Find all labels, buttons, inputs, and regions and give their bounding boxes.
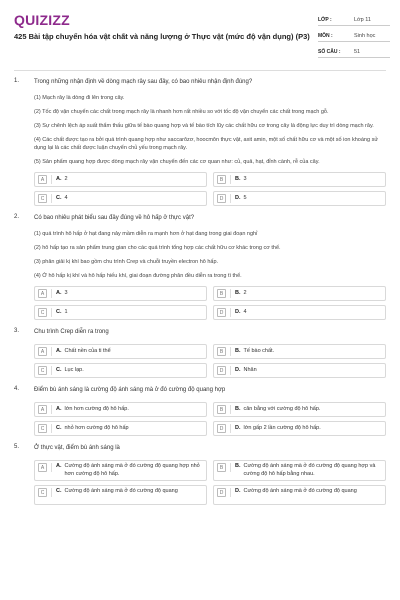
- option-letter-box: D: [217, 366, 226, 375]
- option-content: [235, 348, 274, 356]
- answer-options: [34, 460, 386, 505]
- option-content: [56, 406, 129, 414]
- option-text: Nhân: [243, 366, 257, 373]
- option-letter-box: A: [38, 347, 47, 356]
- option-letter: C.: [56, 488, 62, 494]
- question-statement: (3) phân giải kị khí bao gồm chu trình Crep và chuỗi truyền electron hô hấp.: [34, 259, 219, 265]
- option-letter-box: A: [38, 405, 47, 414]
- option-text: Lục lạp.: [64, 366, 84, 373]
- question-text: Trong những nhận định về dòng mạch rây sau đây, có bao nhiêu nhận định đúng?: [34, 79, 253, 85]
- answer-option-d[interactable]: [213, 305, 386, 320]
- option-letter: B.: [235, 347, 241, 354]
- option-separator: [51, 405, 52, 414]
- worksheet-header: [0, 0, 400, 66]
- option-text: lớn hơn cường độ hô hấp.: [64, 405, 129, 412]
- answer-option-a[interactable]: [34, 344, 207, 359]
- question-number: 4.: [14, 386, 20, 392]
- option-letter: B.: [235, 463, 241, 469]
- option-text: 4: [243, 308, 247, 315]
- option-separator: [230, 405, 231, 414]
- option-letter: D.: [235, 366, 241, 373]
- answer-option-a[interactable]: [34, 172, 207, 187]
- question-statement: (4) Ở hô hấp kị khí và hô hấp hiếu khí, giai đoạn đường phân đều diễn ra trong tì thể.: [34, 273, 242, 279]
- option-letter: C.: [56, 308, 62, 315]
- option-separator: [51, 488, 52, 497]
- option-letter-box: A: [38, 289, 47, 298]
- question-list: [0, 78, 400, 513]
- answer-option-b[interactable]: [213, 286, 386, 301]
- option-separator: [230, 424, 231, 433]
- question-text: Có bao nhiêu phát biểu sau đây đúng về hô hấp ở thực vật?: [34, 215, 195, 221]
- option-letter-box: D: [217, 194, 226, 203]
- option-letter: A.: [56, 289, 62, 296]
- option-text: 1: [64, 308, 68, 315]
- question-number: 3.: [14, 328, 20, 334]
- option-content: [56, 309, 68, 317]
- question-4: [14, 386, 386, 436]
- option-letter: A.: [56, 347, 62, 354]
- answer-option-a[interactable]: [34, 460, 207, 481]
- option-letter: C.: [56, 366, 62, 373]
- option-content: [56, 348, 111, 356]
- option-letter-box: A: [38, 463, 47, 472]
- answer-option-b[interactable]: [213, 402, 386, 417]
- question-text: Điểm bù ánh sáng là cường độ ánh sáng mà ở đó cường độ quang hợp: [34, 387, 226, 393]
- option-text: Cường độ ánh sáng mà ở đó cường độ quang hợp và cường độ hô hấp bằng nhau.: [243, 463, 376, 477]
- option-letter-box: D: [217, 308, 226, 317]
- option-letter: C.: [56, 424, 62, 431]
- option-content: [56, 176, 68, 184]
- option-content: [56, 367, 84, 375]
- option-content: [235, 406, 320, 414]
- option-separator: [51, 424, 52, 433]
- info-row-class: [318, 10, 390, 26]
- option-letter: D.: [235, 194, 241, 201]
- worksheet-info: [318, 10, 390, 58]
- option-letter-box: C: [38, 194, 47, 203]
- answer-option-c[interactable]: [34, 305, 207, 320]
- question-1: [14, 78, 386, 206]
- question-number: 2.: [14, 214, 20, 220]
- answer-options: [34, 344, 386, 378]
- question-statement: (4) Các chất được tạo ra bởi quá trình quang hợp như saccarôzơ, hoocmôn thực vật, axit amin, một số chất hữu cơ và một số ion khoáng sử dụng lại là các chất được luận chuyển chủ yếu trong mạch rây.: [34, 137, 378, 151]
- option-content: [235, 309, 247, 317]
- answer-options: [34, 172, 386, 206]
- info-row-count: [318, 42, 390, 58]
- option-separator: [230, 289, 231, 298]
- option-letter-box: B: [217, 347, 226, 356]
- option-text: cân bằng với cường độ hô hấp.: [243, 405, 321, 412]
- option-letter: A.: [56, 405, 62, 412]
- answer-options: [34, 286, 386, 320]
- answer-option-c[interactable]: [34, 421, 207, 436]
- option-text: Cường độ ánh sáng mà ở đó cường độ quang: [243, 488, 357, 494]
- option-separator: [230, 308, 231, 317]
- answer-option-c[interactable]: [34, 191, 207, 206]
- option-text: 3: [243, 175, 247, 182]
- page-title: 425 Bài tập chuyển hóa vật chất và năng lượng ở Thực vật (mức độ vận dụng) (P3): [14, 32, 310, 41]
- option-letter-box: D: [217, 424, 226, 433]
- option-letter-box: C: [38, 488, 47, 497]
- option-content: [56, 425, 129, 433]
- option-content: [235, 463, 382, 478]
- answer-option-c[interactable]: [34, 485, 207, 505]
- option-separator: [51, 366, 52, 375]
- option-letter-box: B: [217, 289, 226, 298]
- answer-options: [34, 402, 386, 436]
- option-text: 2: [243, 289, 247, 296]
- option-separator: [230, 194, 231, 203]
- option-text: Cường độ ánh sáng mà ở đó cường độ quang hợp nhỏ hơn cường độ hô hấp.: [64, 463, 200, 477]
- option-separator: [51, 308, 52, 317]
- option-separator: [51, 289, 52, 298]
- info-value: Lớp 11: [354, 17, 371, 23]
- info-label: LỚP :: [318, 17, 332, 23]
- option-content: [56, 290, 68, 298]
- question-statement: (1) quá trình hô hấp ở hạt đang nảy mầm diễn ra mạnh hơn ở hạt đang trong giai đoạn nghỉ: [34, 231, 258, 237]
- answer-option-d[interactable]: [213, 363, 386, 378]
- option-letter-box: B: [217, 405, 226, 414]
- option-letter-box: B: [217, 175, 226, 184]
- answer-option-d[interactable]: [213, 421, 386, 436]
- option-text: 4: [64, 194, 68, 201]
- option-text: 5: [243, 194, 247, 201]
- option-letter-box: B: [217, 463, 226, 472]
- option-content: [56, 488, 178, 496]
- option-letter: A.: [56, 175, 62, 182]
- option-separator: [230, 488, 231, 497]
- info-value: Sinh học: [354, 33, 376, 39]
- question-3: [14, 328, 386, 378]
- answer-option-d[interactable]: [213, 191, 386, 206]
- question-statement: (1) Mạch rây là dòng đi lên trong cây.: [34, 95, 125, 101]
- question-statement: (2) hô hấp tạo ra sản phẩm trung gian cho các quá trình tổng hợp các chất hữu cơ khác trong cơ thể.: [34, 245, 281, 251]
- answer-option-b[interactable]: [213, 172, 386, 187]
- option-text: Cường độ ánh sáng mà ở đó cường độ quang: [64, 488, 178, 494]
- option-separator: [230, 463, 231, 472]
- option-letter-box: A: [38, 175, 47, 184]
- option-separator: [51, 463, 52, 472]
- option-text: Tế bào chất.: [243, 347, 275, 354]
- question-statement: (3) Sự chênh lệch áp suất thẩm thấu giữa tế bào quang hợp và tế bào tích lũy các chất hữu cơ trong cây là động lực duy trì dòng mạch rây.: [34, 123, 374, 129]
- question-statement: (2) Tốc độ vận chuyển các chất trong mạch rây là nhanh hơn rất nhiều so với tốc độ vận chuyển các chất trong mạch gỗ.: [34, 109, 329, 115]
- info-label: MÔN :: [318, 33, 333, 39]
- option-text: 3: [64, 289, 68, 296]
- option-content: [235, 290, 247, 298]
- option-separator: [51, 175, 52, 184]
- option-content: [235, 195, 247, 203]
- question-statement: (5) Sản phẩm quang hợp được dòng mạch rây vận chuyển đến các cơ quan như: củ, quả, hạt, đỉnh cành, rễ của cây.: [34, 159, 320, 165]
- option-letter: B.: [235, 405, 241, 412]
- question-number: 1.: [14, 78, 20, 84]
- option-letter: D.: [235, 488, 241, 494]
- answer-option-b[interactable]: [213, 344, 386, 359]
- question-5: [14, 444, 386, 505]
- option-letter-box: C: [38, 308, 47, 317]
- option-text: lớn gấp 2 lần cường độ hô hấp.: [243, 424, 321, 431]
- question-2: [14, 214, 386, 320]
- option-separator: [230, 347, 231, 356]
- answer-option-c[interactable]: [34, 363, 207, 378]
- option-letter-box: C: [38, 424, 47, 433]
- option-letter: A.: [56, 463, 62, 469]
- option-text: Chất nền của ti thể: [64, 347, 111, 354]
- option-separator: [230, 366, 231, 375]
- option-letter: C.: [56, 194, 62, 201]
- option-letter-box: D: [217, 488, 226, 497]
- question-number: 5.: [14, 444, 20, 450]
- option-letter: B.: [235, 289, 241, 296]
- answer-option-a[interactable]: [34, 286, 207, 301]
- info-row-subject: [318, 26, 390, 42]
- quizizz-logo: QUIZIZZ: [14, 12, 70, 28]
- option-content: [56, 463, 203, 478]
- option-separator: [51, 347, 52, 356]
- option-content: [235, 367, 257, 375]
- answer-option-b[interactable]: [213, 460, 386, 481]
- option-separator: [51, 194, 52, 203]
- answer-option-d[interactable]: [213, 485, 386, 505]
- option-text: 2: [64, 175, 68, 182]
- option-letter: B.: [235, 175, 241, 182]
- option-content: [235, 176, 247, 184]
- option-content: [235, 425, 321, 433]
- info-value: 51: [354, 49, 361, 55]
- option-content: [235, 488, 357, 496]
- question-text: Chu trình Crep diễn ra trong: [34, 329, 109, 335]
- option-letter: D.: [235, 424, 241, 431]
- option-letter: D.: [235, 308, 241, 315]
- option-letter-box: C: [38, 366, 47, 375]
- option-separator: [230, 175, 231, 184]
- info-label: SỐ CÂU :: [318, 49, 341, 55]
- header-divider: [14, 70, 386, 71]
- question-text: Ở thực vật, điểm bù ánh sáng là: [34, 445, 120, 451]
- option-text: nhỏ hơn cường độ hô hấp: [64, 424, 129, 431]
- option-content: [56, 195, 68, 203]
- answer-option-a[interactable]: [34, 402, 207, 417]
